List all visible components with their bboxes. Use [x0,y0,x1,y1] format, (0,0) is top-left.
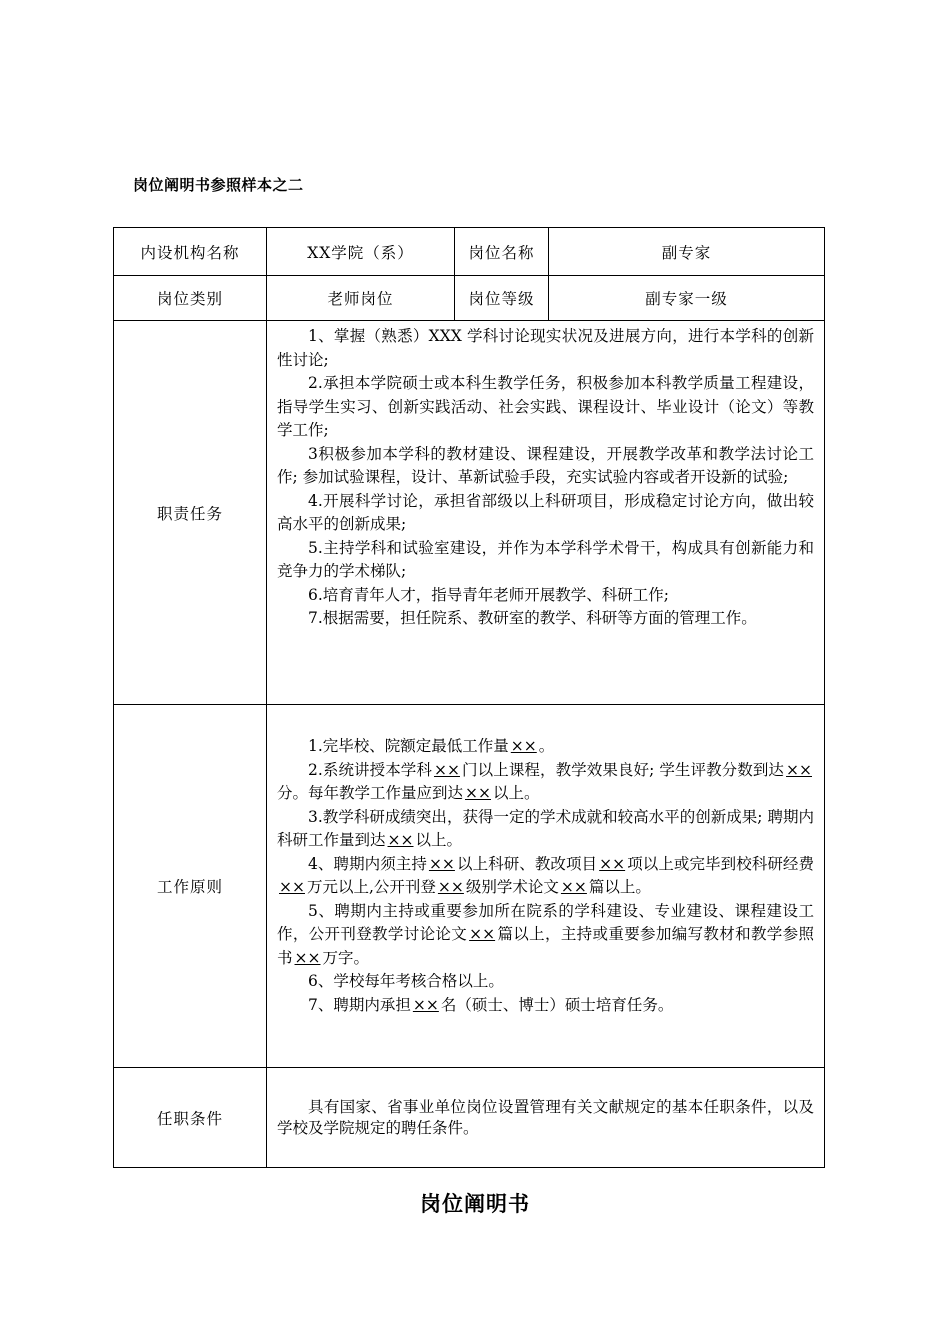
blank-field: ×× [433,760,460,779]
standard-item: 7、聘期内承担 ×× 名（硕士、博士）硕士培育任务。 [308,995,674,1014]
qualifications-label: 任职条件 [114,1068,267,1168]
table-row-department [114,228,825,276]
blank-field: ×× [428,854,455,873]
work-standards-label: 工作原则 [114,705,267,1068]
position-level-value: 副专家一级 [549,276,825,321]
standard-item: 6、学校每年考核合格以上。 [308,972,504,990]
blank-field: ×× [412,995,439,1014]
qualifications-content [267,1068,825,1168]
blank-field: ×× [560,878,587,896]
duty-item: 5.主持学科和试验室建设，并作为本学科学术骨干，构成具有创新能力和竞争力的学术梯队; [277,538,814,580]
table-row-work-standards [114,705,825,1068]
job-description-table [113,227,825,1168]
duty-item: 6.培育青年人才，指导青年老师开展教学、科研工作; [308,585,670,604]
table-row-qualifications [114,1068,825,1168]
position-name-value: 副专家 [549,228,825,276]
blank-field: ×× [510,737,537,755]
standard-item: 4、聘期内须主持 ×× 以上科研、教改项目 ×× 项以上或完毕到校科研经费×× 万元以上,公开刊登 ×× 级别学术论文 ×× 篇以上。 [279,854,814,896]
duty-item: 4.开展科学讨论，承担省部级以上科研项目，形成稳定讨论方向，做出较高水平的创新成果; [277,491,814,533]
blank-field: ×× [437,878,464,896]
document-title: 岗位阐明书参照样本之二 [133,176,304,194]
duties-label: 职责任务 [114,321,267,705]
blank-field: ×× [469,925,496,943]
duties-content [267,321,825,705]
standard-item: 2.系统讲授本学科 ×× 门以上课程，教学效果良好; 学生评教分数到达 ××分。每年教学工作量应到达 ×× 以上。 [277,760,812,802]
blank-field: ×× [279,878,305,896]
position-level-label: 岗位等级 [455,276,549,321]
blank-field: ×× [294,948,321,967]
qualification-text: 具有国家、省事业单位岗位设置管理有关文献规定的基本任职条件，以及学校及学院规定的聘任条件。 [277,1097,814,1137]
blank-field: ×× [465,784,491,802]
table-row-category [114,276,825,321]
department-value: XX学院（系） [267,228,455,276]
work-standards-content [267,705,825,1068]
position-category-value: 老师岗位 [267,276,455,321]
position-name-label: 岗位名称 [455,228,549,276]
standard-item: 1.完毕校、院额定最低工作量 ×× 。 [308,737,555,755]
duty-item: 7.根据需要，担任院系、教研室的教学、科研等方面的管理工作。 [308,609,757,627]
table-row-duties [114,321,825,705]
standard-item: 3.教学科研成绩突出，获得一定的学术成就和较高水平的创新成果; 聘期内科研工作量到达 ×× 以上。 [277,807,814,849]
duty-item: 1、掌握（熟悉）XXX 学科讨论现实状况及进展方向，进行本学科的创新性讨论; [277,327,814,369]
blank-field: ×× [786,760,812,779]
blank-field: ×× [599,854,626,873]
position-category-label: 岗位类别 [114,276,267,321]
section-heading: 岗位阐明书 [420,1192,530,1216]
blank-field: ×× [387,831,414,849]
standard-item: 5、聘期内主持或重要参加所在院系的学科建设、专业建设、课程建设工作，公开刊登教学讨论论文 ×× 篇以上，主持或重要参加编写教材和教学参照书 ×× 万字。 [277,901,814,967]
department-label: 内设机构名称 [114,228,267,276]
duty-item: 3积极参加本学科的教材建设、课程建设，开展教学改革和教学法讨论工作; 参加试验课程，设计、革新试验手段，充实试验内容或者开设新的试验; [277,444,814,486]
duty-item: 2.承担本学院硕士或本科生教学任务，积极参加本科教学质量工程建设，指导学生实习、创新实践活动、社会实践、课程设计、毕业设计（论文）等教学工作; [277,374,814,439]
